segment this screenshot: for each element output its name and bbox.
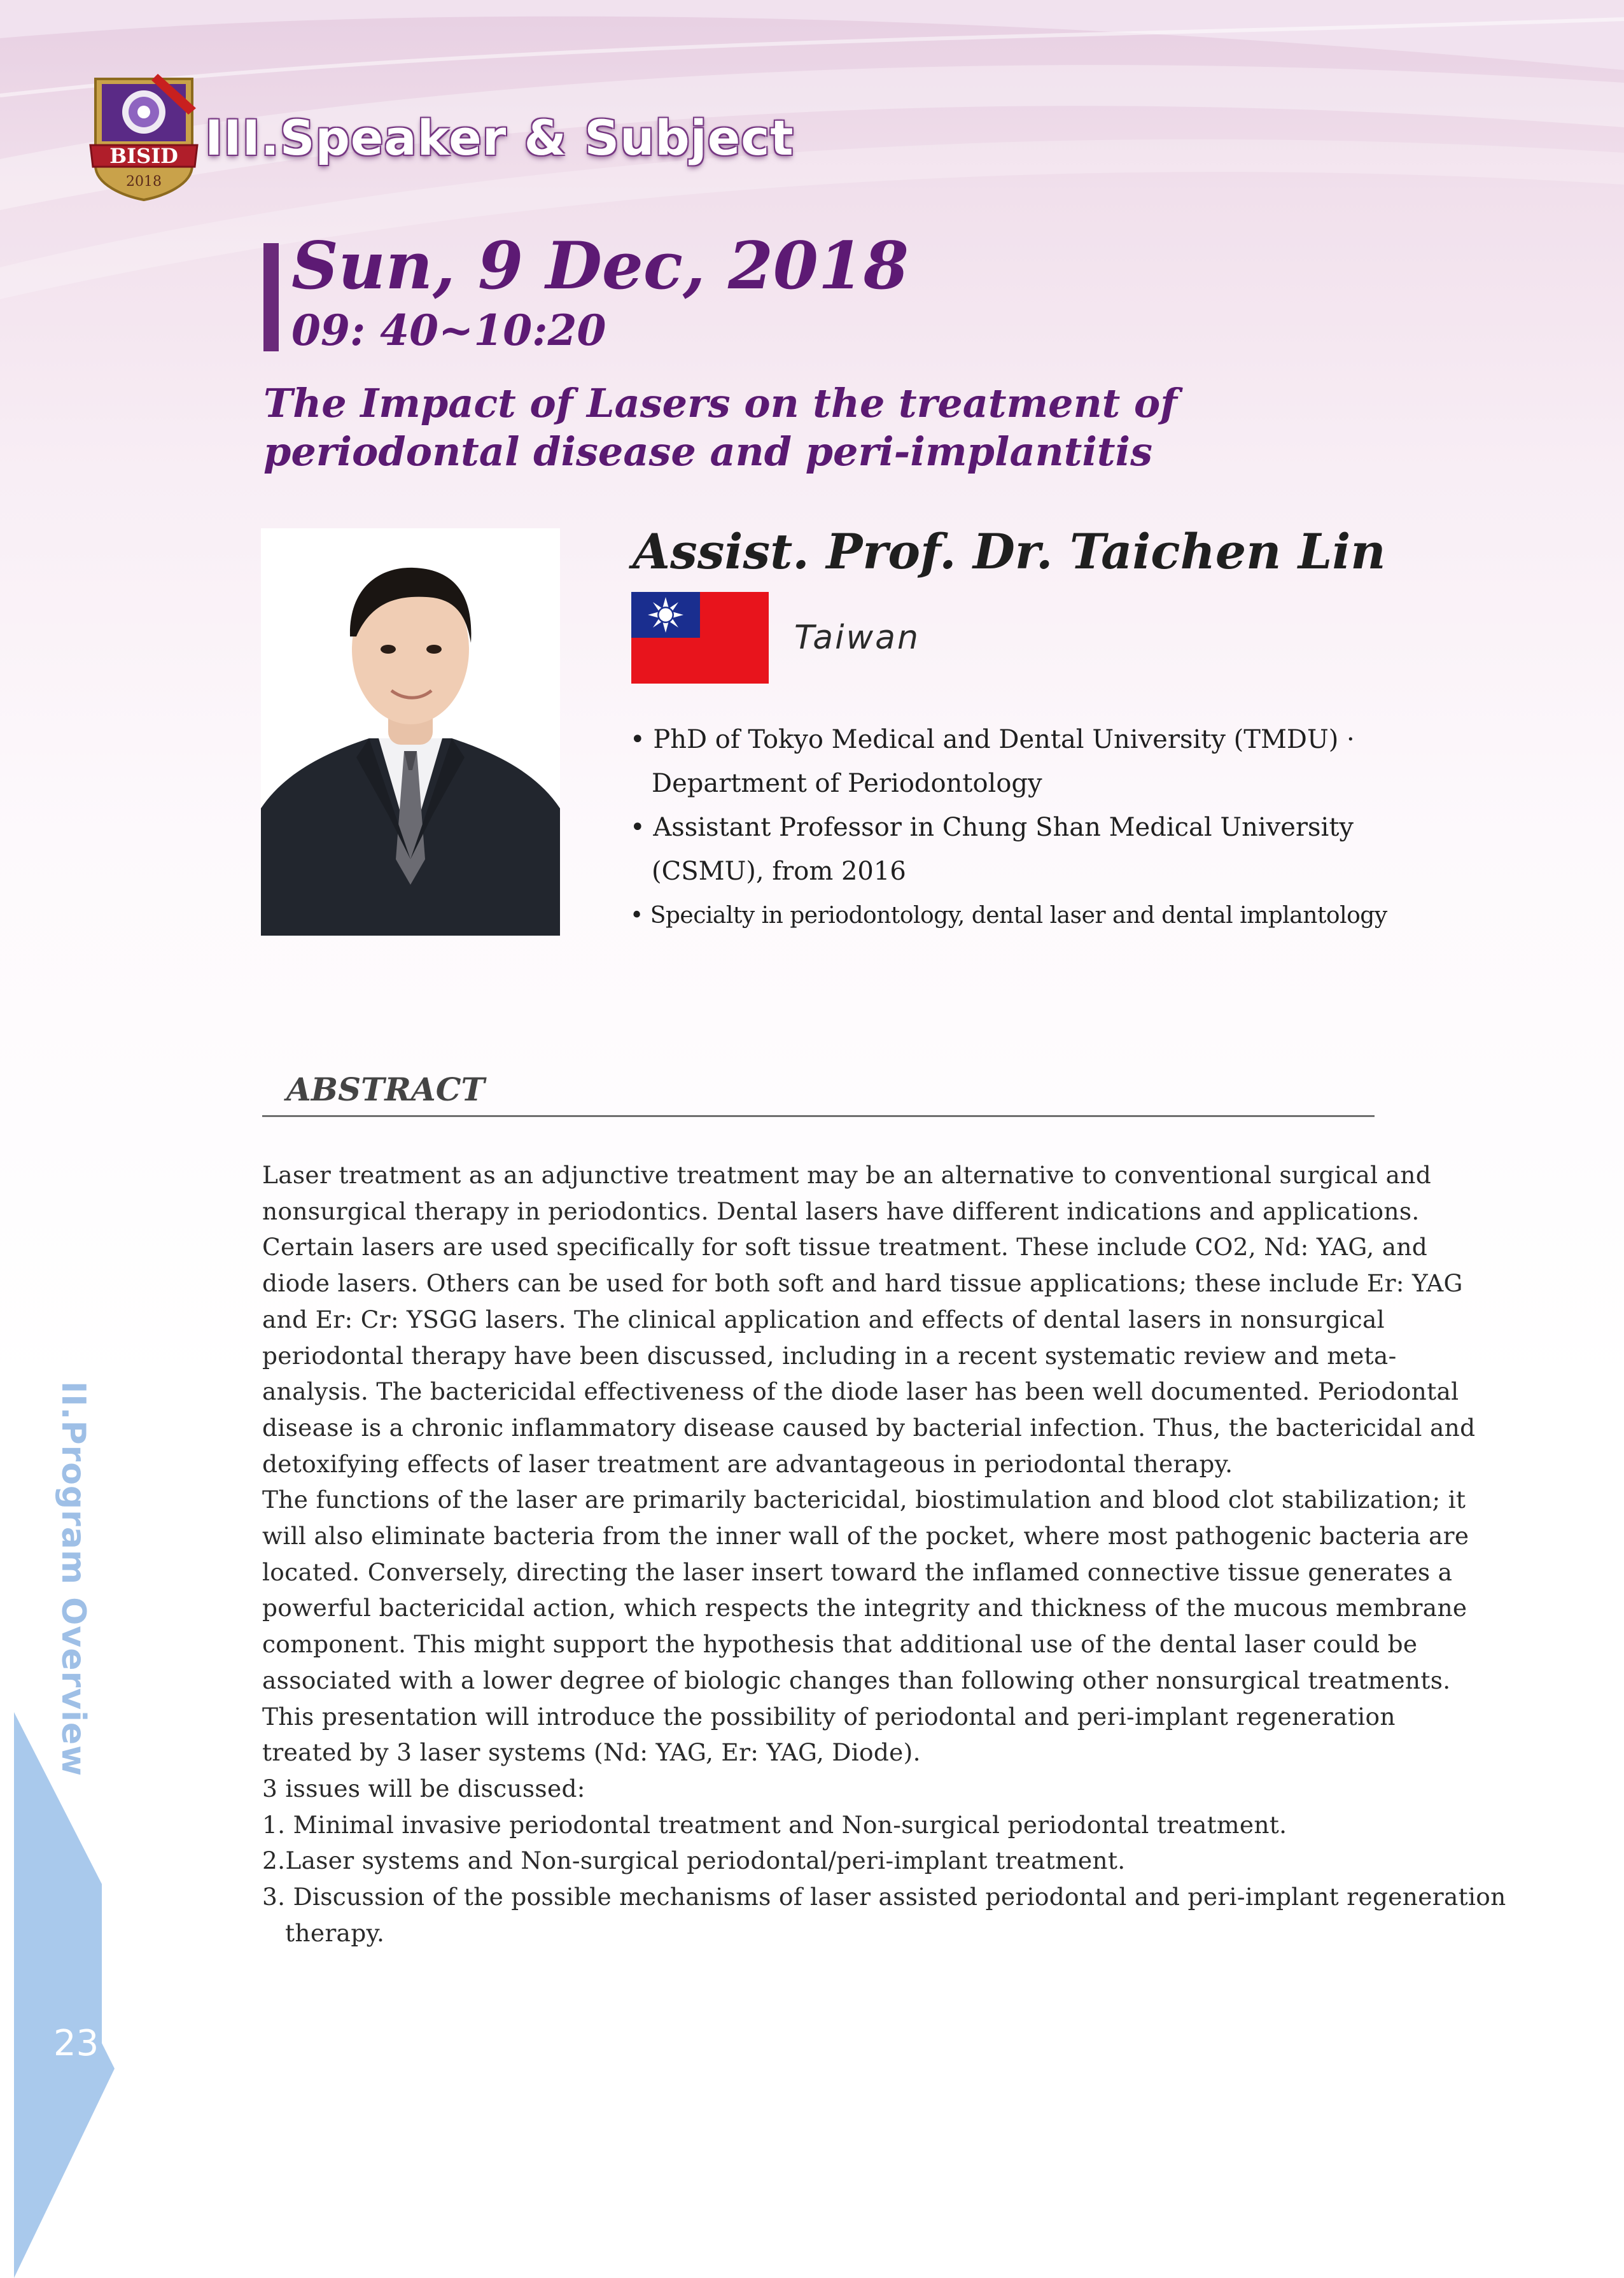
bio-item-specialty (630, 894, 1394, 938)
taiwan-flag-icon (631, 592, 769, 684)
speaker-country: Taiwan (794, 619, 920, 657)
bio-item-line: PhD of Tokyo Medical and Dental University (TMDU) · (653, 725, 1355, 754)
abstract-line: diode lasers. Others can be used for both soft and hard tissue applications; these include Er: YAG (262, 1269, 1463, 1298)
logo-year: 2018 (126, 174, 162, 190)
section-title: III.Speaker & Subject (205, 109, 794, 166)
speaker-photo (261, 528, 560, 936)
abstract-line: will also eliminate bacteria from the inner wall of the pocket, where most pathogenic bacteria are (262, 1522, 1469, 1550)
abstract-line: powerful bactericidal action, which respects the integrity and thickness of the mucous membrane (262, 1594, 1467, 1622)
speaker-portrait-image (261, 528, 560, 936)
abstract-line: Certain lasers are used specifically for soft tissue treatment. These include CO2, Nd: YAG, and (262, 1233, 1428, 1262)
abstract-line: associated with a lower degree of biologic changes than following other nonsurgical treatments. (262, 1666, 1451, 1694)
abstract-divider (262, 1115, 1375, 1117)
abstract-line: 1. Minimal invasive periodontal treatment and Non-surgical periodontal treatment. (262, 1810, 1287, 1839)
speaker-name: Assist. Prof. Dr. Taichen Lin (633, 523, 1386, 580)
bio-item-line: Assistant Professor in Chung Shan Medical University (653, 813, 1354, 842)
session-time: 09: 40~10:20 (291, 306, 606, 355)
bio-item-line: (CSMU), from 2016 (652, 857, 906, 886)
sidebar-tab-decoration (0, 1712, 127, 2278)
section-header (88, 70, 794, 201)
abstract-line: detoxifying effects of laser treatment are advantageous in periodontal therapy. (262, 1449, 1233, 1478)
bio-item-education (630, 718, 1394, 806)
speaker-bio-list (630, 718, 1394, 938)
abstract-line: therapy. (285, 1918, 385, 1947)
abstract-heading: ABSTRACT (286, 1071, 485, 1108)
abstract-line: 3 issues will be discussed: (262, 1774, 585, 1803)
sidebar-section-label: II.Program Overview (54, 1381, 92, 1777)
bio-item-line: Specialty in periodontology, dental laser and dental implantology (650, 903, 1387, 929)
abstract-line: treated by 3 laser systems (Nd: YAG, Er: YAG, Diode). (262, 1738, 921, 1767)
talk-title (263, 379, 1409, 476)
abstract-line: located. Conversely, directing the laser insert toward the inflamed connective tissue generates a (262, 1557, 1453, 1586)
abstract-line: 2.Laser systems and Non-surgical periodontal/peri-implant treatment. (262, 1846, 1126, 1875)
talk-title-line-1: The Impact of Lasers on the treatment of (263, 380, 1177, 426)
abstract-line: and Er: Cr: YSGG lasers. The clinical application and effects of dental lasers in nonsurgical (262, 1305, 1385, 1333)
abstract-line: component. This might support the hypothesis that additional use of the dental laser could be (262, 1630, 1418, 1659)
bio-item-position (630, 806, 1394, 894)
bio-bullet: • (630, 903, 643, 929)
page-number: 23 (53, 2023, 99, 2064)
logo-text: BISID (109, 144, 178, 168)
bisid-logo-icon (88, 70, 200, 201)
date-accent-bar (263, 243, 279, 351)
abstract-line: disease is a chronic inflammatory disease caused by bacterial infection. Thus, the bactericidal and (262, 1413, 1476, 1442)
abstract-line: nonsurgical therapy in periodontics. Dental lasers have different indications and applications. (262, 1197, 1420, 1225)
bio-bullet: • (630, 725, 645, 754)
talk-title-line-2: periodontal disease and peri-implantitis (263, 428, 1152, 475)
abstract-line: Laser treatment as an adjunctive treatment may be an alternative to conventional surgical and (262, 1161, 1432, 1189)
abstract-line: periodontal therapy have been discussed, including in a recent systematic review and meta- (262, 1341, 1397, 1370)
abstract-line: 3. Discussion of the possible mechanisms of laser assisted periodontal and peri-implant regeneration (262, 1883, 1506, 1911)
header-swoosh-decoration (0, 0, 1624, 446)
abstract-line: This presentation will introduce the possibility of periodontal and peri-implant regeneration (262, 1702, 1396, 1731)
abstract-line: The functions of the laser are primarily bactericidal, biostimulation and blood clot stabilization; it (262, 1486, 1466, 1514)
bio-item-line: Department of Periodontology (652, 769, 1042, 798)
abstract-body (262, 1157, 1506, 1951)
abstract-line: analysis. The bactericidal effectiveness of the diode laser has been well documented. Periodontal (262, 1377, 1459, 1406)
session-date: Sun, 9 Dec, 2018 (291, 228, 909, 304)
bio-bullet: • (630, 813, 645, 842)
